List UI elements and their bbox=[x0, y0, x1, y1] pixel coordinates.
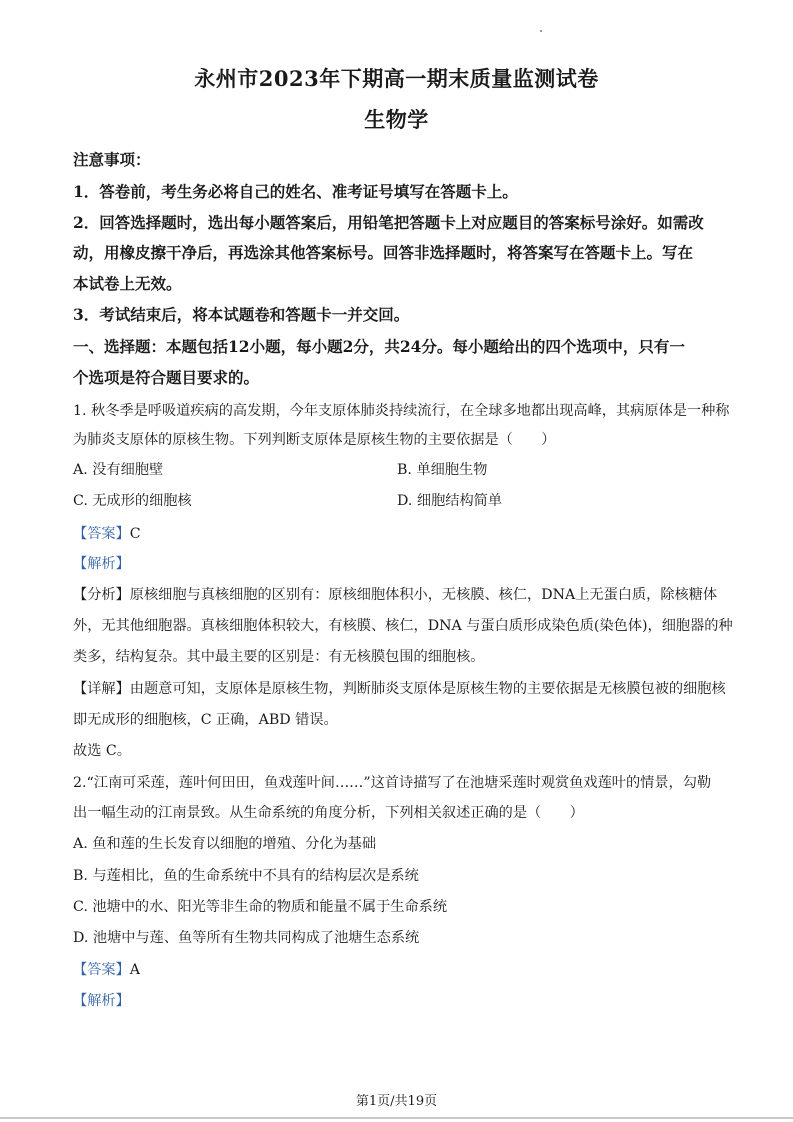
exam-subject: 生物学 bbox=[364, 107, 429, 132]
q1-fenxi-line-1 bbox=[73, 585, 733, 605]
q2-option-d: D. 池塘中与莲、鱼等所有生物共同构成了池塘生态系统 bbox=[73, 930, 420, 946]
q1-stem-line-1: 1. 秋冬季是呼吸道疾病的高发期，今年支原体肺炎持续流行，在全球多地都出现高峰，其病原体是一种称 bbox=[73, 403, 730, 419]
notice-item-3: 3．考试结束后，将本试题卷和答题卡一并交回。 bbox=[73, 305, 410, 324]
q1-xiangjie-text-1: 由题意可知，支原体是原核生物，判断肺炎支原体是原核生物的主要依据是无核膜包被的细胞核 bbox=[129, 681, 726, 697]
page-bottom-rule bbox=[0, 1117, 793, 1119]
q1-option-a: A. 没有细胞壁 bbox=[73, 462, 164, 478]
q1-stem-line-2: 为肺炎支原体的原核生物。下列判断支原体是原核生物的主要依据是（ ） bbox=[73, 432, 556, 448]
notice-heading: 注意事项： bbox=[73, 150, 151, 169]
q1-answer-value: C bbox=[129, 526, 141, 542]
q2-answer-tag: 【答案】 bbox=[73, 962, 130, 978]
q1-option-d: D. 细胞结构简单 bbox=[397, 493, 503, 509]
scan-dot bbox=[540, 30, 542, 32]
notice-item-2-line-1: 2．回答选择题时，选出每小题答案后，用铅笔把答题卡上对应题目的答案标号涂好。如需改 bbox=[73, 213, 704, 232]
q1-xiangjie-tag: 【详解】 bbox=[73, 681, 130, 697]
notice-item-2-line-2: 动，用橡皮擦干净后，再选涂其他答案标号。回答非选择题时，将答案写在答题卡上。写在 bbox=[73, 243, 694, 262]
q1-option-b: B. 单细胞生物 bbox=[397, 462, 488, 478]
q2-answer bbox=[73, 960, 733, 980]
q1-answer-tag: 【答案】 bbox=[73, 526, 130, 542]
section-heading-line-2: 个选项是符合题目要求的。 bbox=[73, 368, 260, 387]
q2-stem-line-2: 出一幅生动的江南景致。从生命系统的角度分析，下列相关叙述正确的是（ ） bbox=[73, 805, 584, 821]
q1-conclusion: 故选 C。 bbox=[73, 743, 131, 759]
exam-title: 永州市2023年下期高一期末质量监测试卷 bbox=[194, 66, 599, 91]
q2-option-b: B. 与莲相比，鱼的生命系统中不具有的结构层次是系统 bbox=[73, 868, 419, 884]
q1-fenxi-line-3: 类多，结构复杂。其中最主要的区别是：有无核膜包围的细胞核。 bbox=[73, 649, 485, 665]
notice-item-2-line-3: 本试卷上无效。 bbox=[73, 274, 182, 293]
q1-fenxi-text-1: 原核细胞与真核细胞的区别有：原核细胞体积小，无核膜、核仁，DNA上无蛋白质，除核糖体 bbox=[129, 587, 718, 603]
q1-answer bbox=[73, 524, 733, 544]
q2-option-c: C. 池塘中的水、阳光等非生命的物质和能量不属于生命系统 bbox=[73, 899, 448, 915]
page-number: 第1页/共19页 bbox=[355, 1094, 438, 1109]
q1-analysis-tag: 【解析】 bbox=[73, 556, 130, 572]
q2-answer-value: A bbox=[129, 962, 141, 978]
q2-option-a: A. 鱼和莲的生长发育以细胞的增殖、分化为基础 bbox=[73, 836, 377, 852]
q1-fenxi-line-2: 外，无其他细胞器。真核细胞体积较大，有核膜、核仁，DNA 与蛋白质形成染色质(染色体)，细胞器的种 bbox=[73, 618, 733, 634]
q2-analysis-tag: 【解析】 bbox=[73, 993, 130, 1009]
q1-fenxi-tag: 【分析】 bbox=[73, 587, 130, 603]
q1-xiangjie-line-2: 即无成形的细胞核，C 正确，ABD 错误。 bbox=[73, 712, 338, 728]
q2-stem-line-1: 2.“江南可采莲，莲叶何田田，鱼戏莲叶间……”这首诗描写了在池塘采莲时观赏鱼戏莲叶的情景，勾勒 bbox=[73, 775, 712, 791]
notice-item-1: 1．答卷前，考生务必将自己的姓名、准考证号填写在答题卡上。 bbox=[73, 182, 518, 201]
section-heading-line-1: 一、选择题：本题包括12小题，每小题2分，共24分。每小题给出的四个选项中，只有一 bbox=[73, 337, 685, 356]
q1-option-c: C. 无成形的细胞核 bbox=[73, 493, 192, 509]
q1-xiangjie-line-1 bbox=[73, 679, 733, 699]
